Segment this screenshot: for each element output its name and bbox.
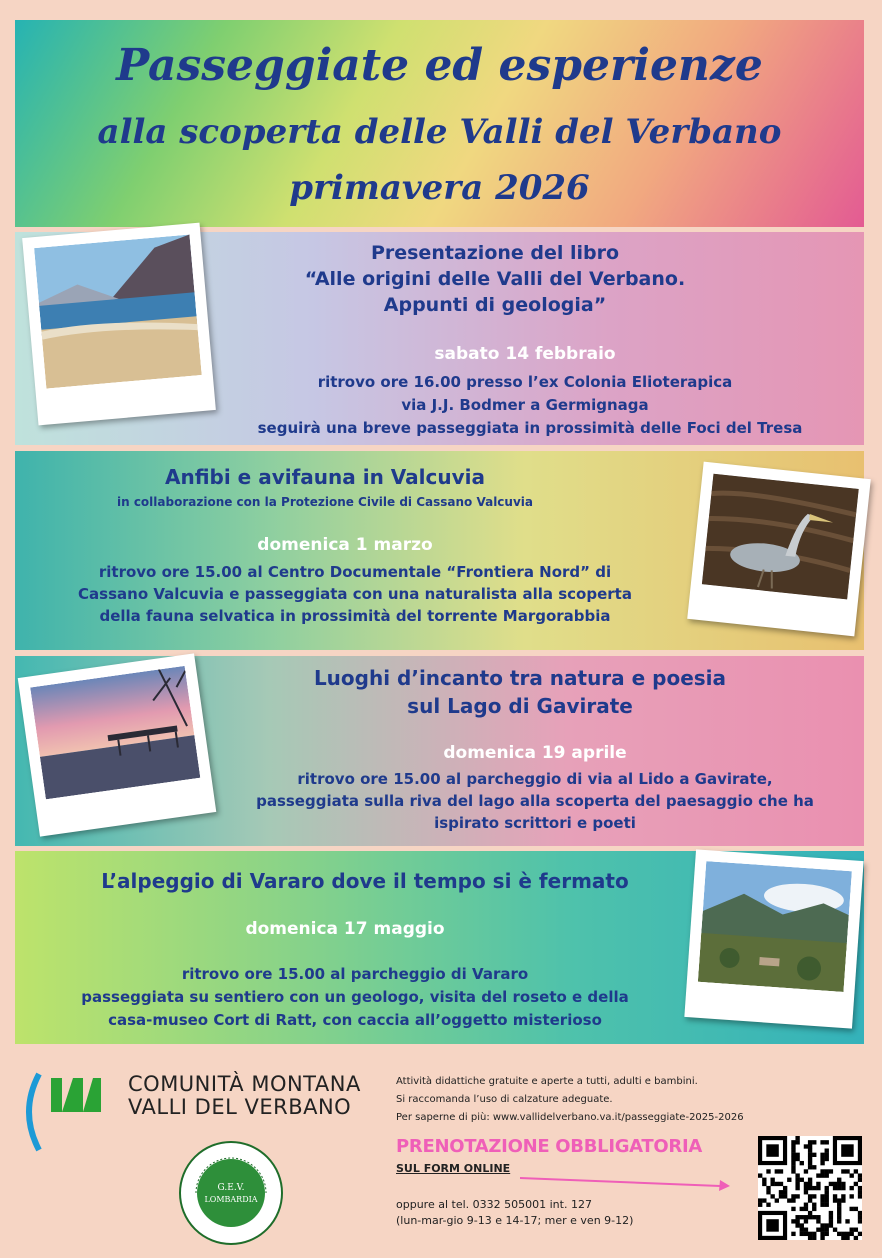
svg-text:G.E.V.: G.E.V.	[217, 1183, 245, 1193]
event-3-desc-line3: ispirato scrittori e poeti	[434, 814, 636, 832]
event-4-desc-line1: ritrovo ore 15.00 al parcheggio di Vararo	[181, 965, 529, 983]
event-3-date: domenica 19 aprile	[443, 743, 627, 763]
event-4-desc-line2: passeggiata su sentiero con un geologo, visita del roseto e della	[81, 988, 629, 1006]
event-1-title-line1: Presentazione del libro	[370, 242, 620, 264]
info-line2: Si raccomanda l’uso di calzature adeguate.	[396, 1094, 613, 1105]
event-2-title: Anfibi e avifauna in Valcuvia	[165, 465, 485, 489]
event-1-date: sabato 14 febbraio	[434, 344, 616, 364]
event-4-desc-line3: casa-museo Cort di Ratt, con caccia all’oggetto misterioso	[108, 1011, 602, 1029]
header-banner	[15, 20, 864, 227]
photo-lake-beach	[22, 223, 216, 426]
event-1-title-line3: Appunti di geologia”	[383, 294, 607, 316]
booking-heading: PRENOTAZIONE OBBLIGATORIA	[396, 1136, 702, 1157]
event-1-desc-line1: ritrovo ore 16.00 presso l’ex Colonia Elioterapica	[317, 373, 733, 391]
page-subtitle: alla scoperta delle Valli del Verbano	[97, 112, 782, 152]
event-2-desc-line3: della fauna selvatica in prossimità del torrente Margorabbia	[99, 607, 611, 625]
photo-heron	[687, 462, 871, 637]
comunita-montana-logo	[25, 1072, 105, 1152]
event-4-title: L’alpeggio di Vararo dove il tempo si è fermato	[101, 869, 629, 893]
gev-lombardia-seal	[178, 1140, 284, 1246]
event-4-date: domenica 17 maggio	[245, 919, 445, 939]
event-2-desc-line2: Cassano Valcuvia e passeggiata con una naturalista alla scoperta	[78, 585, 632, 603]
info-line1: Attività didattiche gratuite e aperte a tutti, adulti e bambini.	[396, 1076, 698, 1087]
arrow-right-icon	[520, 1176, 730, 1192]
phone-line: oppure al tel. 0332 505001 int. 127	[396, 1198, 592, 1211]
org-name-line1: COMUNITÀ MONTANA	[128, 1072, 361, 1096]
booking-form-link[interactable]: SUL FORM ONLINE	[396, 1162, 511, 1175]
event-3-title-line1: Luoghi d’incanto tra natura e poesia	[313, 666, 727, 690]
info-website[interactable]: Per saperne di più: www.vallidelverbano.va.it/passeggiate-2025-2026	[396, 1112, 744, 1123]
event-2-subtitle: in collaborazione con la Protezione Civile di Cassano Valcuvia	[116, 495, 533, 509]
event-1-desc-line2: via J.J. Bodmer a Germignaga	[401, 396, 649, 414]
season-title: primavera 2026	[289, 168, 590, 208]
event-3-title-line2: sul Lago di Gavirate	[407, 694, 633, 718]
svg-text:LOMBARDIA: LOMBARDIA	[204, 1195, 258, 1204]
event-2-date: domenica 1 marzo	[257, 535, 433, 555]
event-3-desc-line1: ritrovo ore 15.00 al parcheggio di via al Lido a Gavirate,	[297, 770, 773, 788]
qr-code-icon[interactable]	[758, 1136, 862, 1240]
page-title: Passeggiate ed esperienze	[116, 40, 763, 91]
event-1-title-line2: “Alle origini delle Valli del Verbano.	[304, 268, 686, 290]
org-name-line2: VALLI DEL VERBANO	[128, 1095, 352, 1119]
photo-valley	[684, 849, 863, 1028]
event-1-desc-line3: seguirà una breve passeggiata in prossimità delle Foci del Tresa	[257, 419, 803, 437]
event-2-desc-line1: ritrovo ore 15.00 al Centro Documentale “Frontiera Nord” di	[98, 563, 612, 581]
opening-hours: (lun-mar-gio 9-13 e 14-17; mer e ven 9-12)	[396, 1214, 634, 1227]
photo-sunset-pier	[18, 653, 217, 836]
event-3-desc-line2: passeggiata sulla riva del lago alla scoperta del paesaggio che ha	[256, 792, 814, 810]
